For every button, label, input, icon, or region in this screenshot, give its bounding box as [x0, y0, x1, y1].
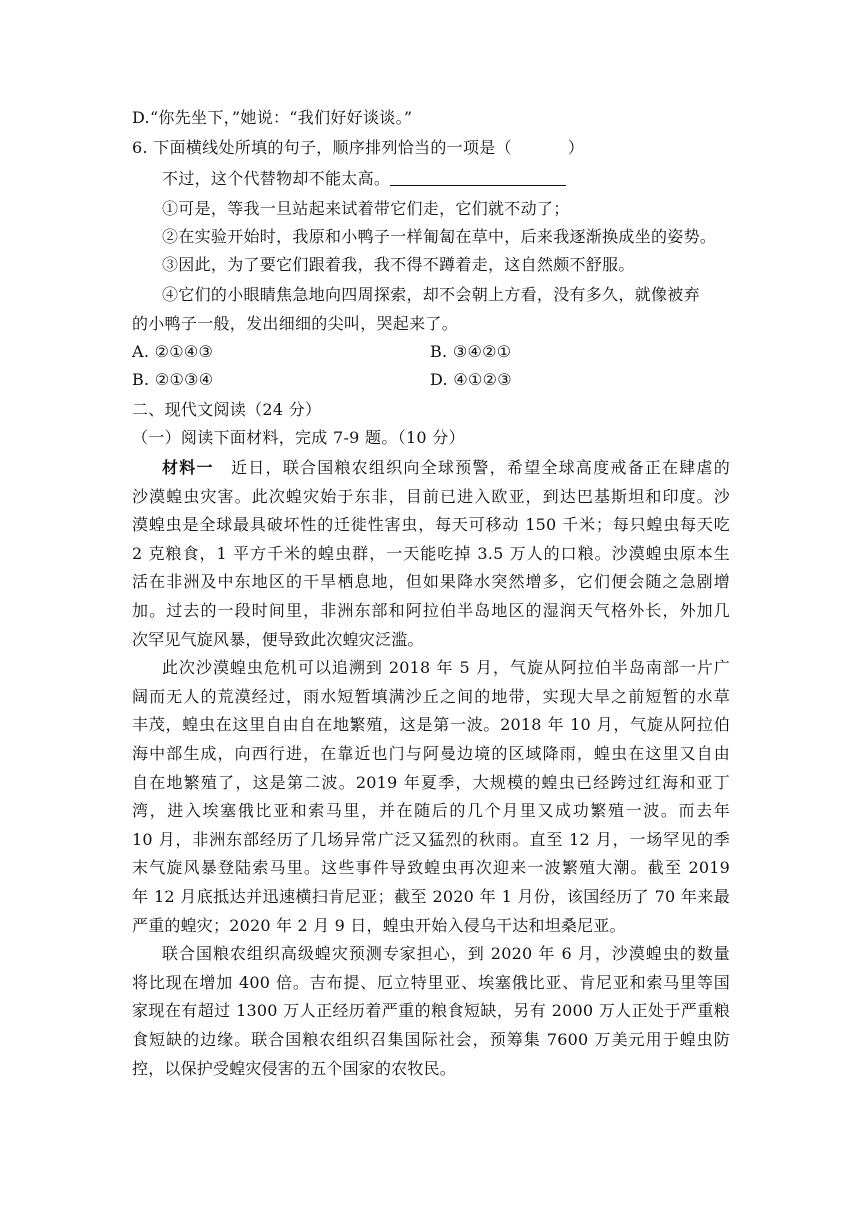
q6-stem-close: ）	[567, 138, 585, 157]
paragraph-2-text: 年 12 月底抵达并迅速横扫肯尼亚；截至 2020 年 1 月份，该国经历了 70 年来最	[132, 887, 730, 906]
paragraph-3-text: 控，以保护受蝗灾侵害的五个国家的农牧民。	[132, 1058, 457, 1078]
q6-sentence-4-line1: ④它们的小眼睛焦急地向四周探索，却不会朝上方看，没有多久，就像被弃	[162, 285, 700, 304]
paragraph-2-text: 10 月，非洲东部经历了几场异常广泛又猛烈的秋雨。直至 12 月，一场罕见的季	[132, 829, 730, 849]
paragraph-3-text: 食短缺的边缘。联合国粮农组织召集国际社会，预筹集 7600 万美元用于蝗虫防	[132, 1030, 730, 1049]
paragraph-2-text: 阔而无人的荒漠经过，雨水短暂填满沙丘之间的地带，实现大旱之前短暂的水草	[132, 686, 730, 706]
paragraph-2-text: 湾，进入埃塞俄比亚和索马里，并在随后的几个月里又成功繁殖一波。而去年	[132, 801, 730, 821]
paragraph-2-line	[132, 773, 730, 793]
paragraph-2-line	[132, 887, 730, 907]
q6-lead	[162, 169, 566, 189]
paragraph-2-line	[132, 687, 730, 707]
paragraph-1-text: 加。过去的一段时间里，非洲东部和阿拉伯半岛地区的湿润天气格外长，外加几	[132, 601, 730, 620]
paragraph-1-line	[132, 601, 730, 621]
paragraph-2-line	[132, 916, 730, 936]
paragraph-2-line	[132, 801, 730, 821]
paragraph-2-line	[132, 715, 730, 735]
paragraph-2-text: 海中部生成，向西行进，在靠近也门与阿曼边境的区域降雨，蝗虫在这里又自由	[132, 744, 730, 763]
q6-sentence-3: ③因此，为了要它们跟着我，我不得不蹲着走，这自然颇不舒服。	[162, 255, 635, 274]
section-title: 二、现代文阅读（24 分）	[132, 400, 322, 419]
q6-stem	[132, 138, 584, 158]
q6-lead-text: 不过，这个代替物却不能太高。	[162, 169, 391, 188]
paragraph-1-text: 2 克粮食，1 平方千米的蝗虫群，一天能吃掉 3.5 万人的口粮。沙漠蝗虫原本生	[132, 543, 730, 563]
paragraph-1-line	[132, 572, 730, 592]
q6-sentence-2: ②在实验开始时，我原和小鸭子一样匍匐在草中，后来我逐渐换成坐的姿势。	[162, 227, 717, 246]
paragraph-3-text: 家现在有超过 1300 万人正经历着严重的粮食短缺，另有 2000 万人正处于严重粮	[132, 1001, 730, 1021]
q6-sentence-4-line2: 的小鸭子一般，发出细细的尖叫，哭起来了。	[132, 314, 459, 333]
paragraph-1-text: 近日，联合国粮农组织向全球预警，希望全球高度戒备正在肆虐的	[230, 458, 730, 477]
paragraph-2-line	[132, 830, 730, 850]
q6-option-d: D. ④①②③	[430, 370, 512, 389]
paragraph-2-line	[132, 744, 730, 764]
paragraph-1-text: 漠蝗虫是全球最具破坏性的迁徙性害虫，每天可移动 150 千米；每只蝗虫每天吃	[132, 515, 730, 535]
paragraph-2-text: 此次沙漠蝗虫危机可以追溯到 2018 年 5 月，气旋从阿拉伯半岛南部一片广	[162, 658, 730, 678]
paragraph-1-line	[162, 458, 730, 478]
paragraph-2-text: 丰茂，蝗虫在这里自由自在地繁殖，这是第一波。2018 年 10 月，气旋从阿拉伯	[132, 715, 730, 735]
paragraph-1-text: 次罕见气旋风暴，便导致此次蝗灾泛滥。	[132, 629, 424, 649]
paragraph-3-line	[132, 1030, 730, 1050]
paragraph-2-line	[162, 658, 730, 678]
paragraph-1-line	[132, 487, 730, 507]
subsection-title: （一）阅读下面材料，完成 7-9 题。（10 分）	[132, 428, 465, 447]
paragraph-1-line	[132, 630, 730, 650]
paragraph-2-text: 末气旋风暴登陆索马里。这些事件导致蝗虫再次迎来一波繁殖大潮。截至 2019	[132, 858, 730, 878]
paragraph-3-text: 将比现在增加 400 倍。吉布提、厄立特里亚、埃塞俄比亚、肯尼亚和索马里等国	[132, 972, 730, 992]
q6-option-c: B. ②①③④	[132, 370, 214, 389]
answer-blank	[390, 169, 566, 186]
paragraph-3-text: 联合国粮农组织高级蝗灾预测专家担心，到 2020 年 6 月，沙漠蝗虫的数量	[162, 944, 730, 964]
paragraph-1-line	[132, 544, 730, 564]
paragraph-1-line	[132, 515, 730, 535]
q6-option-b: B. ③④②①	[430, 342, 512, 361]
paragraph-3-line	[132, 1001, 730, 1021]
paragraph-3-line	[132, 973, 730, 993]
paragraph-2-text: 严重的蝗灾；2020 年 2 月 9 日，蝗虫开始入侵乌干达和坦桑尼亚。	[132, 915, 626, 935]
q6-option-a: A. ②①④③	[132, 342, 214, 361]
paragraph-1-text: 沙漠蝗虫灾害。此次蝗灾始于东非，目前已进入欧亚，到达巴基斯坦和印度。沙	[132, 486, 730, 506]
q5-option-d: D.“你先坐下，”她说：“我们好好谈谈。”	[132, 108, 413, 127]
q6-stem-text: 6. 下面横线处所填的句子，顺序排列恰当的一项是（	[132, 138, 512, 157]
paragraph-3-line	[162, 944, 730, 964]
q6-sentence-1: ①可是，等我一旦站起来试着带它们走，它们就不动了；	[162, 199, 570, 218]
material-heading: 材料一	[162, 458, 231, 477]
paragraph-1-text: 活在非洲及中东地区的干旱栖息地，但如果降水突然增多，它们便会随之急剧增	[132, 572, 730, 592]
paragraph-2-line	[132, 858, 730, 878]
paragraph-2-text: 自在地繁殖了，这是第二波。2019 年夏季，大规模的蝗虫已经跨过红海和亚丁	[132, 772, 730, 792]
paragraph-3-line	[132, 1059, 730, 1079]
